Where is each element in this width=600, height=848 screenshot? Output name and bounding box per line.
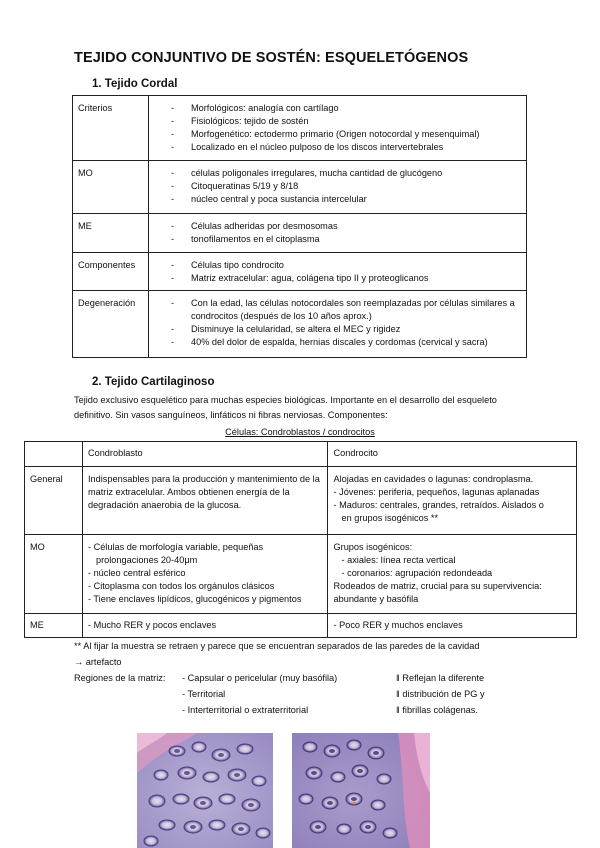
criterion-cell: Degeneración [73, 291, 149, 358]
tejido-cordal-table [72, 95, 527, 358]
list-item: ǁ Reflejan la diferente [396, 673, 485, 683]
matrix-notes [396, 670, 485, 718]
criterion-cell: Criterios [73, 96, 149, 161]
page-title: TEJIDO CONJUNTIVO DE SOSTÉN: ESQUELETÓGENOS [74, 50, 469, 66]
list-item: - Con la edad, las células notocordales son reemplazadas por células similares a condrocitos (después de los 10 años aprox.) [171, 297, 521, 323]
list-item: - Citoqueratinas 5/19 y 8/18 [171, 180, 521, 193]
table-row [73, 214, 527, 253]
list-item: - Territorial [182, 689, 226, 699]
footnote: ** Al fijar la muestra se retraen y parece que se encuentran separados de las paredes de la cavidad [74, 641, 480, 651]
table-row [73, 161, 527, 214]
list-item: - Localizado en el núcleo pulposo de los discos intervertebrales [171, 141, 521, 154]
criterion-cell: MO [73, 161, 149, 214]
list-item: - Matriz extracelular: agua, colágena tipo II y proteoglicanos [171, 272, 521, 285]
list-item: - Células adheridas por desmosomas [171, 220, 521, 233]
cartilaginoso-table [24, 441, 577, 638]
footnote-artefacto: → artefacto [74, 657, 122, 667]
list-item: - Morfológicos: analogía con cartílago [171, 102, 521, 115]
mo-condroblasto: - Células de morfología variable, pequeñas prolongaciones 20-40μm - núcleo central esférico - Citoplasma con todos los orgánulos clásicos - Tiene enclaves lipídicos, glucogénicos y pigmentos [82, 535, 328, 614]
criterion-cell: ME [73, 214, 149, 253]
section-heading-cartilaginoso: 2. Tejido Cartilaginoso [92, 376, 215, 388]
matrix-label: Regiones de la matriz: [74, 673, 166, 683]
row-label: MO [25, 535, 83, 614]
list-item: ǁ distribución de PG y [396, 689, 485, 699]
row-label: General [25, 467, 83, 535]
componentes-list [171, 259, 521, 285]
intro-paragraph: Tejido exclusivo esquelético para muchas especies biológicas. Importante en el desarrollo del esqueleto definitivo. Sin vasos sanguíneos, linfáticos ni fibras nerviosas. Componentes: [74, 395, 497, 420]
list-item: - Fisiológicos: tejido de sostén [171, 115, 521, 128]
mo-list [171, 167, 521, 206]
header-cell: Condroblasto [82, 442, 328, 467]
me-condroblasto: - Mucho RER y pocos enclaves [82, 614, 328, 638]
me-condrocito: - Poco RER y muchos enclaves [328, 614, 577, 638]
list-item: ǁ fibrillas colágenas. [396, 705, 478, 715]
histology-image-left [137, 733, 273, 848]
table-row [25, 535, 577, 614]
degeneracion-list [171, 297, 521, 349]
histology-image-right [292, 733, 430, 848]
me-list [171, 220, 521, 246]
list-item: - células poligonales irregulares, mucha cantidad de glucógeno [171, 167, 521, 180]
criterion-cell: Componentes [73, 253, 149, 291]
list-item: - Capsular o pericelular (muy basófila) [182, 673, 338, 683]
table-row [25, 467, 577, 535]
list-item: - Disminuye la celularidad, se altera el MEC y rigidez [171, 323, 521, 336]
list-item: - núcleo central y poca sustancia intercelular [171, 193, 521, 206]
list-item: - Células tipo condrocito [171, 259, 521, 272]
list-item: - tonofilamentos en el citoplasma [171, 233, 521, 246]
mo-condrocito: Grupos isogénicos: - axiales: línea recta vertical - coronarios: agrupación redondeada Rodeados de matriz, crucial para su supervivencia: abundante y basófila [328, 535, 577, 614]
general-condrocito: Alojadas en cavidades o lagunas: condroplasma. - Jóvenes: periferia, pequeños, lagunas aplanadas - Maduros: centrales, grandes, retraídos. Aislados o en grupos isogénicos ** [328, 467, 577, 535]
list-item: - Interterritorial o extraterritorial [182, 705, 309, 715]
table-row [73, 291, 527, 358]
table-caption: Células: Condroblastos / condrocitos [225, 427, 375, 437]
table-row [73, 96, 527, 161]
matrix-regions [182, 670, 337, 718]
section-heading-cordal: 1. Tejido Cordal [92, 78, 178, 90]
list-item: - 40% del dolor de espalda, hernias discales y cordomas (cervical y sacra) [171, 336, 521, 349]
general-condroblasto: Indispensables para la producción y mantenimiento de la matriz extracelular. Ambos obtienen energía de la degradación anaerobia de la glucosa. [82, 467, 328, 535]
table-row [25, 614, 577, 638]
header-cell: Condrocito [328, 442, 577, 467]
row-label: ME [25, 614, 83, 638]
list-item: - Morfogenético: ectodermo primario (Origen notocordal y mesenquimal) [171, 128, 521, 141]
table-row [25, 442, 577, 467]
criteria-list [171, 102, 521, 154]
header-cell [25, 442, 83, 467]
table-row [73, 253, 527, 291]
